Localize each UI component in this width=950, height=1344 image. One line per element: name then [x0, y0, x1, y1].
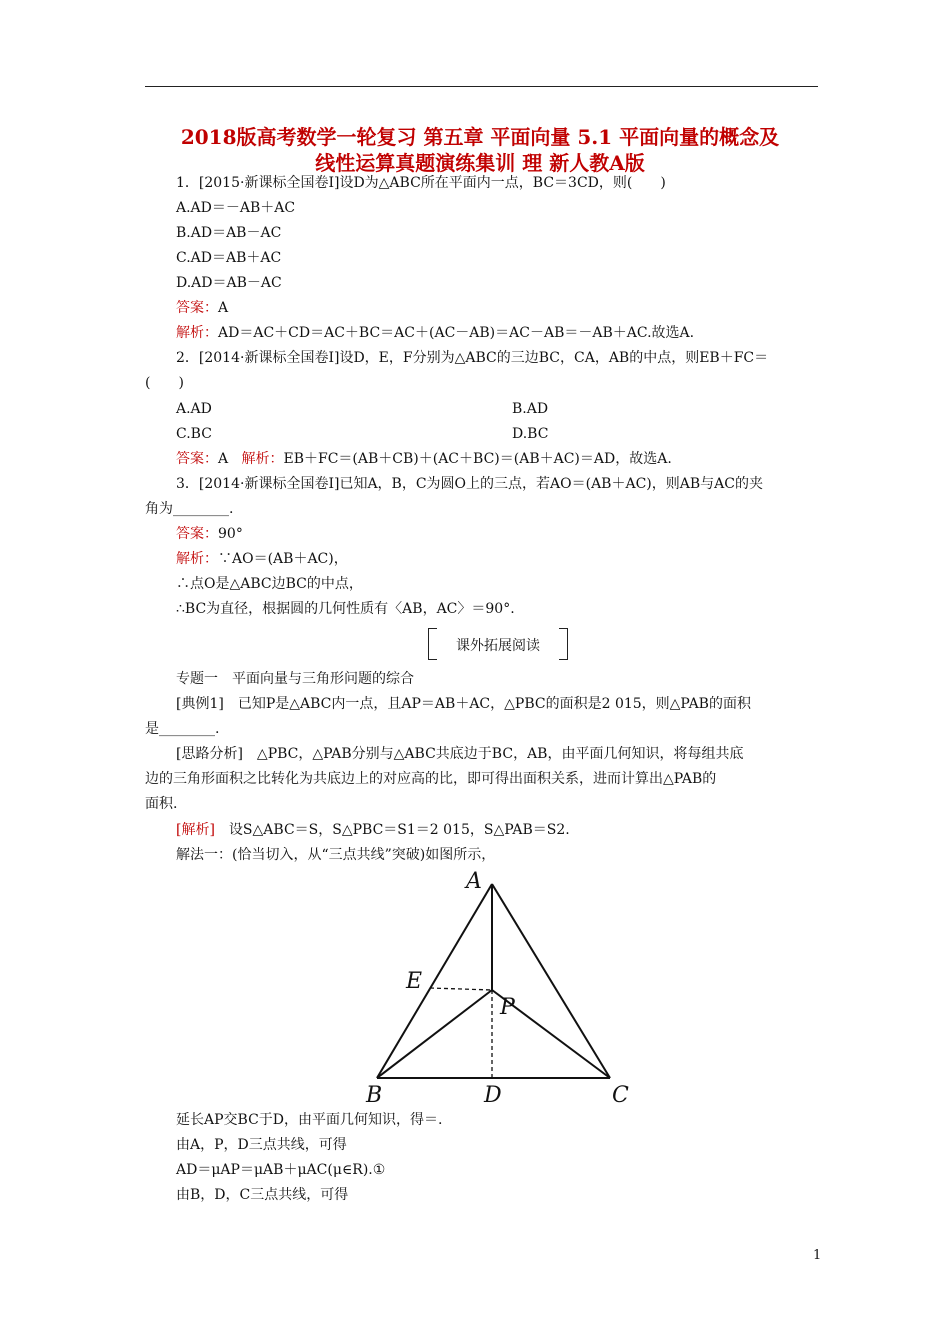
vertex-label-c: C	[612, 1083, 629, 1108]
after-figure-line-1: 延长AP交BC于D，由平面几何知识，得＝.	[176, 1112, 443, 1128]
example-stem: [典例1] 已知P是△ABC内一点，且AP＝AB＋AC，△PBC的面积是2 015，则△PAB的面积	[176, 696, 751, 712]
analysis-label: 解析：	[176, 325, 218, 341]
q2-option-b: B.AD	[512, 401, 549, 417]
analysis-text: EB＋FC＝(AB＋CB)＋(AC＋BC)＝(AB＋AC)＝AD，故选A.	[283, 451, 672, 467]
topic-heading: 专题一 平面向量与三角形问题的综合	[176, 671, 414, 687]
analysis-label: 解析：	[176, 551, 218, 567]
vertex-label-p: P	[500, 995, 515, 1020]
q1-option-a: A.AD＝－AB＋AC	[176, 200, 296, 216]
segment-ep	[430, 988, 492, 990]
answer-value: 90°	[218, 526, 243, 542]
q3-analysis-line2: ∴点O是△ABC边BC的中点，	[176, 576, 363, 592]
idea-line-2: 边的三角形面积之比转化为共底边上的对应高的比，即可得出面积关系，进而计算出△PAB的	[145, 771, 717, 787]
q3-analysis-line3: ∴BC为直径，根据圆的几何性质有〈AB，AC〉＝90°.	[176, 601, 515, 617]
method-one: 解法一：(恰当切入，从“三点共线”突破)如图所示，	[176, 847, 496, 863]
q1-option-d: D.AD＝AB－AC	[176, 275, 282, 291]
q3-analysis	[176, 550, 348, 568]
answer-value: A	[218, 300, 229, 316]
bracket-right	[559, 628, 568, 660]
q2-stem-cont: ( )	[145, 375, 184, 391]
solution-label: [解析]	[176, 822, 215, 838]
q2-answer	[176, 450, 672, 468]
title-line-2: 线性运算真题演练集训 理 新人教A版	[315, 151, 645, 175]
q1-option-c: C.AD＝AB＋AC	[176, 250, 282, 266]
triangle-figure	[362, 868, 642, 1108]
answer-value: A	[218, 451, 229, 467]
solution-intro	[176, 821, 570, 839]
vertex-label-e: E	[406, 969, 423, 994]
segment-ac	[492, 884, 610, 1078]
answer-label: 答案：	[176, 451, 218, 467]
example-stem-cont: 是________.	[145, 721, 220, 737]
idea-line-3: 面积.	[145, 796, 178, 812]
segment-ab	[377, 884, 492, 1078]
vertex-label-d: D	[484, 1083, 502, 1108]
q2-option-d: D.BC	[512, 426, 549, 442]
q3-answer	[176, 525, 243, 543]
document-title	[130, 124, 830, 176]
vertex-label-a: A	[466, 869, 482, 894]
q1-analysis	[176, 324, 694, 342]
q2-option-c: C.BC	[176, 426, 212, 442]
solution-text: 设S△ABC＝S，S△PBC＝S1＝2 015，S△PAB＝S2.	[214, 822, 570, 838]
after-figure-line-2: 由A，P，D三点共线，可得	[176, 1137, 347, 1153]
title-line-1: 2018版高考数学一轮复习 第五章 平面向量 5.1 平面向量的概念及	[180, 125, 780, 149]
extended-reading-box	[428, 628, 568, 660]
q1-stem: 1．[2015·新课标全国卷Ⅰ]设D为△ABC所在平面内一点，BC＝3CD，则( )	[176, 175, 666, 191]
q1-option-b: B.AD＝AB－AC	[176, 225, 282, 241]
analysis-text: AD＝AC＋CD＝AC＋BC＝AC＋(AC－AB)＝AC－AB＝－AB＋AC.故选A.	[218, 325, 695, 341]
q3-stem: 3．[2014·新课标全国卷Ⅰ]已知A，B，C为圆O上的三点，若AO＝(AB＋AC)，则AB与AC的夹	[176, 476, 763, 492]
page-number: 1	[813, 1248, 822, 1263]
analysis-label: 解析：	[241, 451, 284, 467]
q2-stem: 2．[2014·新课标全国卷Ⅰ]设D，E，F分别为△ABC的三边BC，CA，AB的中点，则EB＋FC＝	[176, 350, 769, 366]
answer-label: 答案：	[176, 300, 218, 316]
q3-stem-cont: 角为________.	[145, 501, 234, 517]
after-figure-line-4: 由B，D，C三点共线，可得	[176, 1187, 349, 1203]
vertex-label-b: B	[366, 1083, 383, 1108]
idea-line-1: [思路分析] △PBC，△PAB分别与△ABC共底边于BC，AB，由平面几何知识，将每组共底	[176, 746, 744, 762]
q2-option-a: A.AD	[176, 401, 212, 417]
answer-label: 答案：	[176, 526, 218, 542]
extended-reading-label: 课外拓展阅读	[456, 638, 540, 654]
header-rule	[145, 86, 818, 87]
after-figure-line-3: AD＝μAP＝μAB＋μAC(μ∈R).①	[176, 1162, 386, 1178]
segment-bp	[377, 990, 492, 1078]
q1-answer	[176, 299, 228, 317]
analysis-text: ∵AO＝(AB＋AC)，	[218, 551, 348, 567]
